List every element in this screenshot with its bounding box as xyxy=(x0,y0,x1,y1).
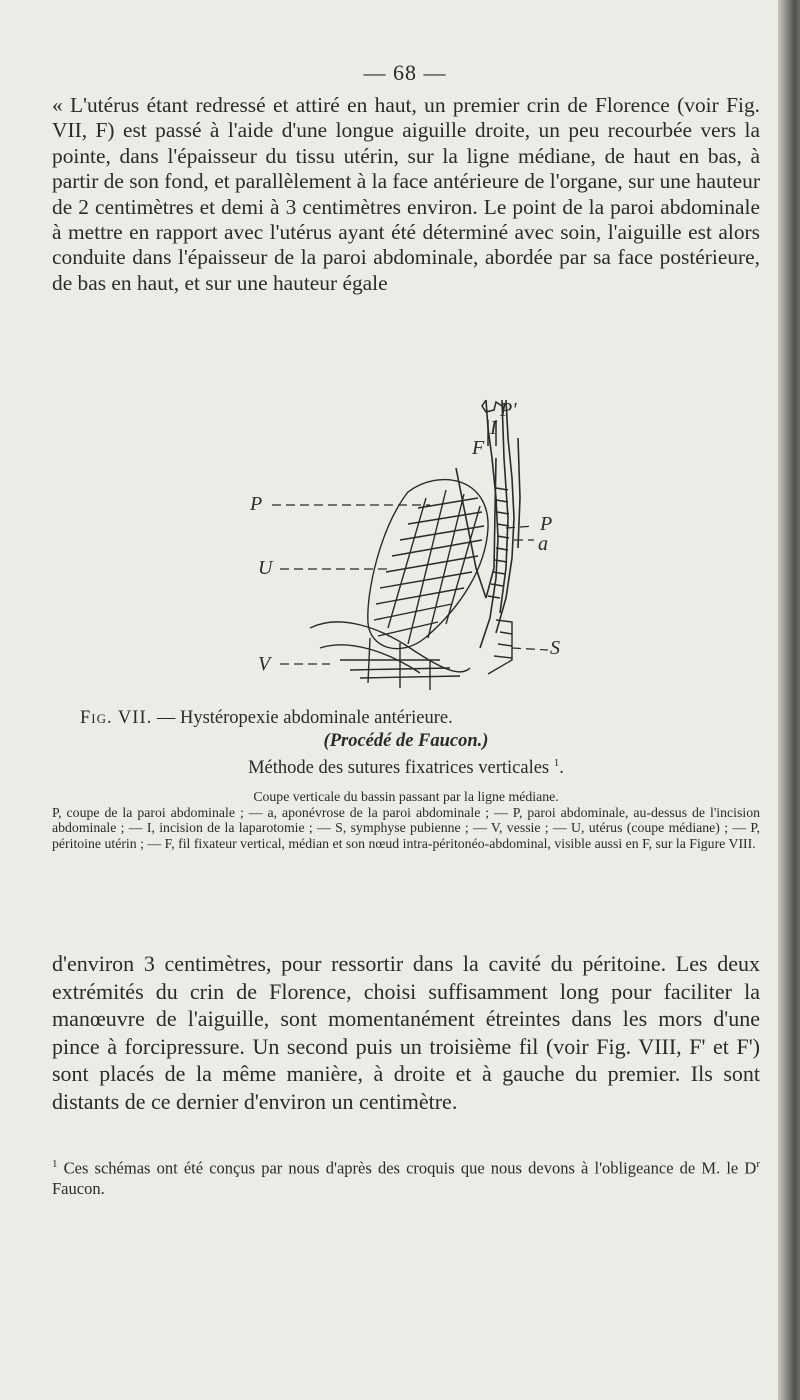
bladder xyxy=(310,622,470,690)
label-i: I xyxy=(490,417,497,439)
footnote-mark: 1 xyxy=(52,1158,58,1170)
label-f: F xyxy=(472,437,485,459)
book-spine-shadow xyxy=(778,0,800,1400)
figure-legend-body: P, coupe de la paroi abdominale ; — a, aponévrose de la paroi abdominale ; — P, paroi abdominale, au-dessus de l'incision abdominale ; — I, incision de la laparotomie ; — S, symphyse pubienne ; — V, vessie ; — U, utérus (coupe médiane) ; — P, péritoine utérin ; — F, fil fixateur vertical, médian et son nœud intra-péritonéo-abdominal, visible aussi en F, sur la Figure VIII. xyxy=(52,804,760,851)
paragraph-top: « L'utérus étant redressé et attiré en haut, un premier crin de Florence (voir Fig. VII, F) est passé à l'aide d'une longue aiguille droite, un peu recourbée vers la pointe, dans l'épaisseur du tissu utérin, sur la ligne médiane, de haut en bas, à partir de son fond, et parallèlement à la face antérieure de l'organe, sur une hauteur de 2 centimètres et demi à 3 centimètres environ. Le point de la paroi abdominale à mettre en rapport avec l'utérus ayant été déterminé avec soin, l'aiguille est alors conduite dans l'épaisseur de la paroi abdominale, abordée par sa face postérieure, de bas en haut, et sur une hauteur égale xyxy=(52,93,760,295)
figure-caption-title xyxy=(80,707,770,729)
label-a: a xyxy=(538,533,548,555)
leader-lines xyxy=(272,505,548,664)
label-p-right: P xyxy=(540,513,553,535)
footnote-text-after: Faucon. xyxy=(52,1178,105,1198)
figure-vii-diagram xyxy=(250,398,580,698)
figure-method xyxy=(52,757,760,779)
figure-legend xyxy=(52,789,760,851)
figure-method-text: Méthode des sutures fixatrices verticales xyxy=(248,758,550,779)
page-number: — 68 — xyxy=(363,60,447,85)
hysteropexy-diagram xyxy=(250,398,580,698)
symphysis xyxy=(488,620,512,674)
figure-number: Fig. VII. xyxy=(80,708,153,728)
label-p-prime: P' xyxy=(500,399,517,421)
footnote-superscript: r xyxy=(756,1158,760,1170)
label-v: V xyxy=(258,653,271,675)
label-p-left: P xyxy=(250,493,263,515)
label-u: U xyxy=(258,557,273,579)
footnote-text-before: Ces schémas ont été conçus par nous d'après des croquis que nous devons à l'obligeance de M. le D xyxy=(57,1158,757,1178)
abdominal-wall xyxy=(480,400,520,648)
figure-subtitle: (Procédé de Faucon.) xyxy=(323,731,489,751)
figure-method-end: . xyxy=(559,758,564,779)
figure-title: — Hystéropexie abdominale antérieure. xyxy=(152,708,453,728)
footnote-reference: 1 xyxy=(553,757,560,769)
figure-legend-first-line: Coupe verticale du bassin passant par la ligne médiane. xyxy=(253,789,559,804)
footnote xyxy=(52,1154,760,1199)
paragraph-bottom: d'environ 3 centimètres, pour ressortir dans la cavité du péritoine. Les deux extrémités du crin de Florence, choisi suffisamment long pour faciliter la manœuvre de l'aiguille, sont momentanément étreintes dans les mors d'une pince à forcipressure. Un second puis un troisième fil (voir Fig. VIII, F' et F') sont placés de la même manière, à droite et à gauche du premier. Ils sont distants de ce dernier d'environ un centimètre. xyxy=(52,951,760,1114)
label-s: S xyxy=(550,637,560,659)
